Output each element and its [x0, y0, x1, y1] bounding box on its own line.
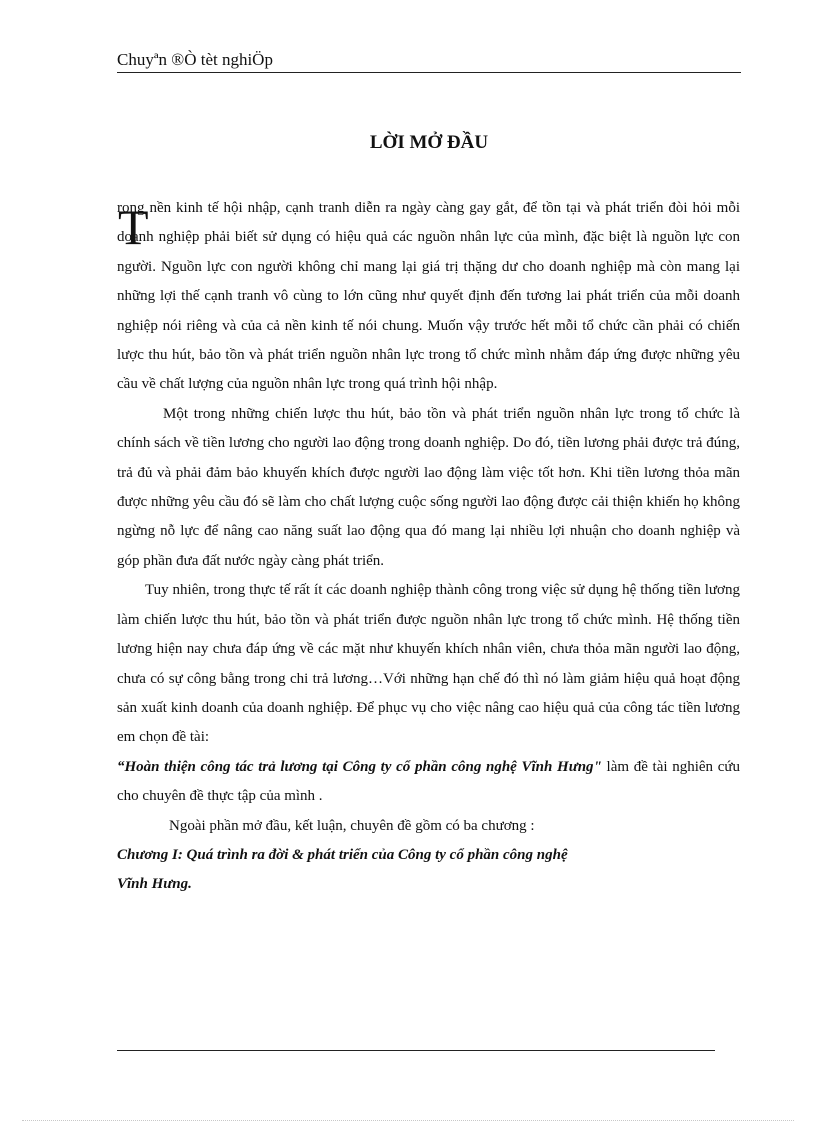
topic-rest: làm đề tài nghiên cứu cho chuyên đề thực tập của mình . — [117, 758, 740, 805]
paragraph-reality: Tuy nhiên, trong thực tế rất ít các doanh nghiệp thành công trong việc sử dụng hệ thống tiền lương làm chiến lược thu hút, bảo tồn và phát triển được nguồn nhân lực trong tổ chức mình. Hệ thống tiền lương hiện nay chưa đáp ứng về các mặt như khuyến khích nhân viên, chưa thỏa mãn người lao động, chưa có sự công bằng trong chi trả lương…Với những hạn chế đó thì nó làm giảm hiệu quả hoạt động sản xuất kinh doanh của doanh nghiệp. Để phục vụ cho việc nâng cao hiệu quả của công tác tiền lương em chọn đề tài: — [117, 582, 740, 746]
paragraph-intro — [117, 194, 740, 400]
paragraph-intro-text: rong nền kinh tế hội nhập, cạnh tranh diễn ra ngày càng gay gắt, để tồn tại và phát triển đòi hỏi mỗi doanh nghiệp phải biết sử dụng có hiệu quả các nguồn nhân lực của mình, đặc biệt là nguồn lực con người. Nguồn lực con người không chỉ mang lại giá trị thặng dư cho doanh nghiệp mà còn mang lại những lợi thế cạnh tranh vô cùng to lớn cũng như quyết định đến tương lai phát triển của mỗi doanh nghiệp nói riêng và của cả nền kinh tế nói chung. Muốn vậy trước hết mỗi tổ chức cần phải có chiến lược thu hút, bảo tồn và phát triển nguồn nhân lực trong tổ chức mình nhằm đáp ứng được những yêu cầu về chất lượng của nguồn nhân lực trong quá trình hội nhập. — [117, 200, 740, 393]
page-bottom-edge — [22, 1120, 794, 1121]
chapter-one-heading: Chương I: Quá trình ra đời & phát triển của Công ty cổ phần công nghệ — [117, 846, 568, 863]
paragraph-salary-policy: Một trong những chiến lược thu hút, bảo tồn và phát triển nguồn nhân lực trong tổ chức là chính sách về tiền lương cho người lao động trong doanh nghiệp. Do đó, tiền lương phải được trả đúng, trả đủ và phải đảm bảo khuyến khích được người lao động làm việc tốt hơn. Khi tiền lương thỏa mãn được những yêu cầu đó sẽ làm cho chất lượng cuộc sống người lao động được cải thiện khiến họ không ngừng nỗ lực để nâng cao năng suất lao động qua đó mang lại nhiều lợi nhuận cho doanh nghiệp và góp phần đưa đất nước ngày càng phát triển. — [117, 405, 740, 569]
paragraph-topic — [117, 753, 740, 812]
chapter-one-heading-continued: Vĩnh Hưng. — [117, 876, 192, 893]
paragraph-structure: Ngoài phần mở đầu, kết luận, chuyên đề gồm có ba chương : — [169, 817, 535, 834]
drop-cap: T — [118, 199, 149, 255]
footer-rule — [117, 1050, 715, 1051]
topic-title: “Hoàn thiện công tác trả lương tại Công ty cổ phần công nghệ Vĩnh Hưng" — [117, 758, 602, 775]
page-title: LỜI MỞ ĐẦU — [369, 132, 489, 153]
document-body — [117, 194, 740, 900]
running-header: Chuyªn ®Ò tèt nghiÖp — [117, 48, 741, 73]
